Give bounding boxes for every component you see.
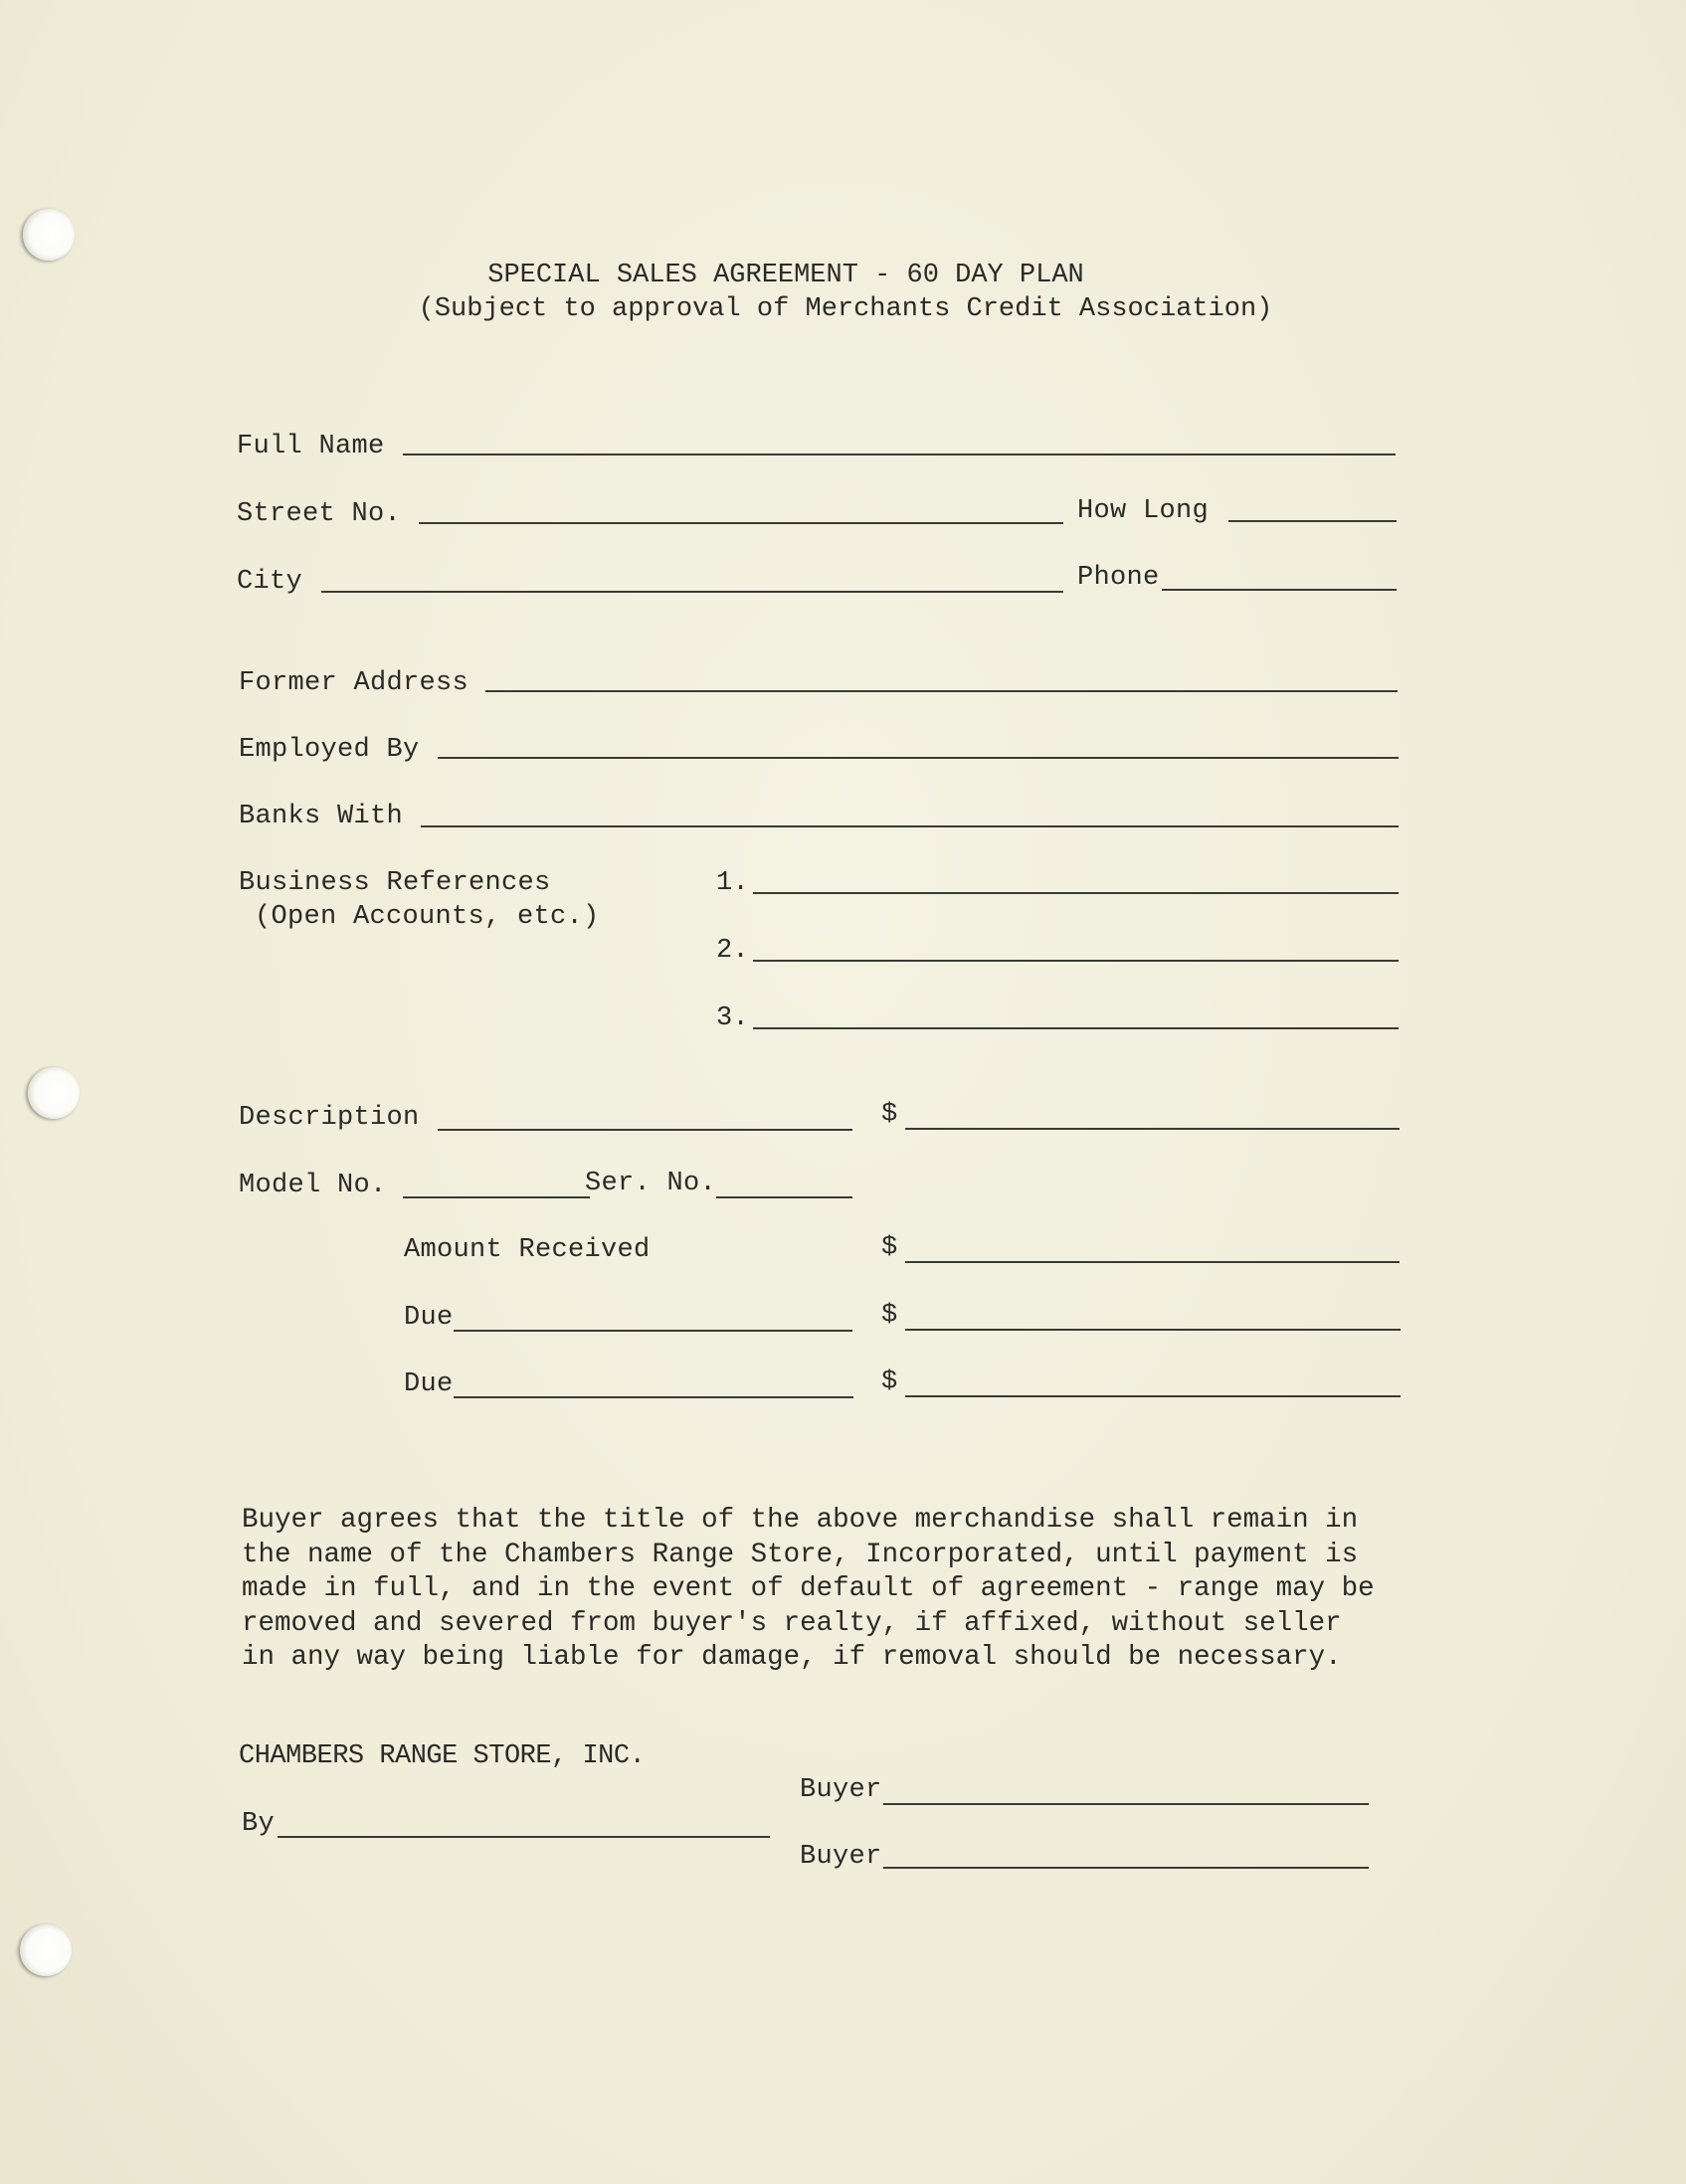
phone-label: Phone	[1077, 563, 1160, 593]
street-no-label: Street No.	[237, 499, 402, 529]
buyer-2-signature-line[interactable]	[883, 1867, 1369, 1869]
binder-hole-bottom	[20, 1924, 72, 1976]
business-references-note: (Open Accounts, etc.)	[255, 902, 600, 932]
street-no-line[interactable]	[419, 522, 1063, 524]
by-signature-line[interactable]	[278, 1836, 770, 1838]
reference-3-label: 3.	[716, 1003, 750, 1033]
agreement-line: the name of the Chambers Range Store, Incorporated, until payment is	[242, 1539, 1359, 1570]
amount-received-dollar-sign: $	[881, 1233, 898, 1263]
how-long-line[interactable]	[1228, 520, 1397, 522]
reference-1-line[interactable]	[753, 892, 1399, 894]
due-2-date-line[interactable]	[454, 1396, 853, 1398]
description-dollar-sign: $	[881, 1100, 898, 1130]
reference-2-line[interactable]	[753, 960, 1399, 962]
agreement-paragraph	[242, 1504, 1415, 1676]
full-name-label: Full Name	[237, 432, 385, 461]
ser-no-line[interactable]	[716, 1196, 852, 1198]
due-1-amount-line[interactable]	[905, 1329, 1401, 1331]
ser-no-label: Ser. No.	[585, 1169, 717, 1198]
document-subtitle: (Subject to approval of Merchants Credit Association)	[418, 294, 1273, 324]
document-title: SPECIAL SALES AGREEMENT - 60 DAY PLAN	[487, 261, 1084, 290]
description-amount-line[interactable]	[905, 1128, 1400, 1130]
buyer-2-label: Buyer	[800, 1842, 882, 1872]
by-label: By	[242, 1809, 276, 1839]
due-1-label: Due	[404, 1303, 454, 1333]
amount-received-line[interactable]	[905, 1261, 1400, 1263]
buyer-1-signature-line[interactable]	[883, 1803, 1369, 1805]
employed-by-line[interactable]	[438, 757, 1399, 759]
former-address-line[interactable]	[485, 690, 1398, 692]
binder-hole-middle	[28, 1067, 80, 1119]
agreement-line: Buyer agrees that the title of the above merchandise shall remain in	[242, 1505, 1359, 1536]
description-line[interactable]	[438, 1129, 852, 1131]
business-references-label: Business References	[239, 868, 551, 898]
city-label: City	[237, 567, 303, 597]
phone-line[interactable]	[1162, 589, 1397, 591]
banks-with-line[interactable]	[421, 825, 1399, 827]
description-label: Description	[239, 1103, 420, 1133]
full-name-line[interactable]	[403, 454, 1396, 455]
model-no-line[interactable]	[403, 1196, 590, 1198]
how-long-label: How Long	[1077, 496, 1210, 526]
due-2-dollar-sign: $	[881, 1367, 898, 1397]
due-1-date-line[interactable]	[454, 1330, 852, 1332]
buyer-1-label: Buyer	[800, 1775, 882, 1805]
due-2-amount-line[interactable]	[905, 1395, 1401, 1397]
company-name: CHAMBERS RANGE STORE, INC.	[239, 1741, 646, 1771]
city-line[interactable]	[321, 591, 1063, 593]
agreement-line: removed and severed from buyer's realty, if affixed, without seller	[242, 1607, 1342, 1639]
due-1-dollar-sign: $	[881, 1301, 898, 1331]
banks-with-label: Banks With	[239, 802, 404, 831]
amount-received-label: Amount Received	[404, 1235, 651, 1265]
agreement-line: in any way being liable for damage, if removal should be necessary.	[242, 1642, 1342, 1673]
employed-by-label: Employed By	[239, 735, 420, 765]
binder-hole-top	[23, 209, 75, 261]
former-address-label: Former Address	[239, 668, 469, 698]
reference-1-label: 1.	[716, 868, 750, 898]
due-2-label: Due	[404, 1369, 454, 1399]
reference-2-label: 2.	[716, 936, 750, 966]
reference-3-line[interactable]	[753, 1027, 1399, 1029]
model-no-label: Model No.	[239, 1171, 387, 1200]
agreement-line: made in full, and in the event of default of agreement - range may be	[242, 1573, 1375, 1604]
